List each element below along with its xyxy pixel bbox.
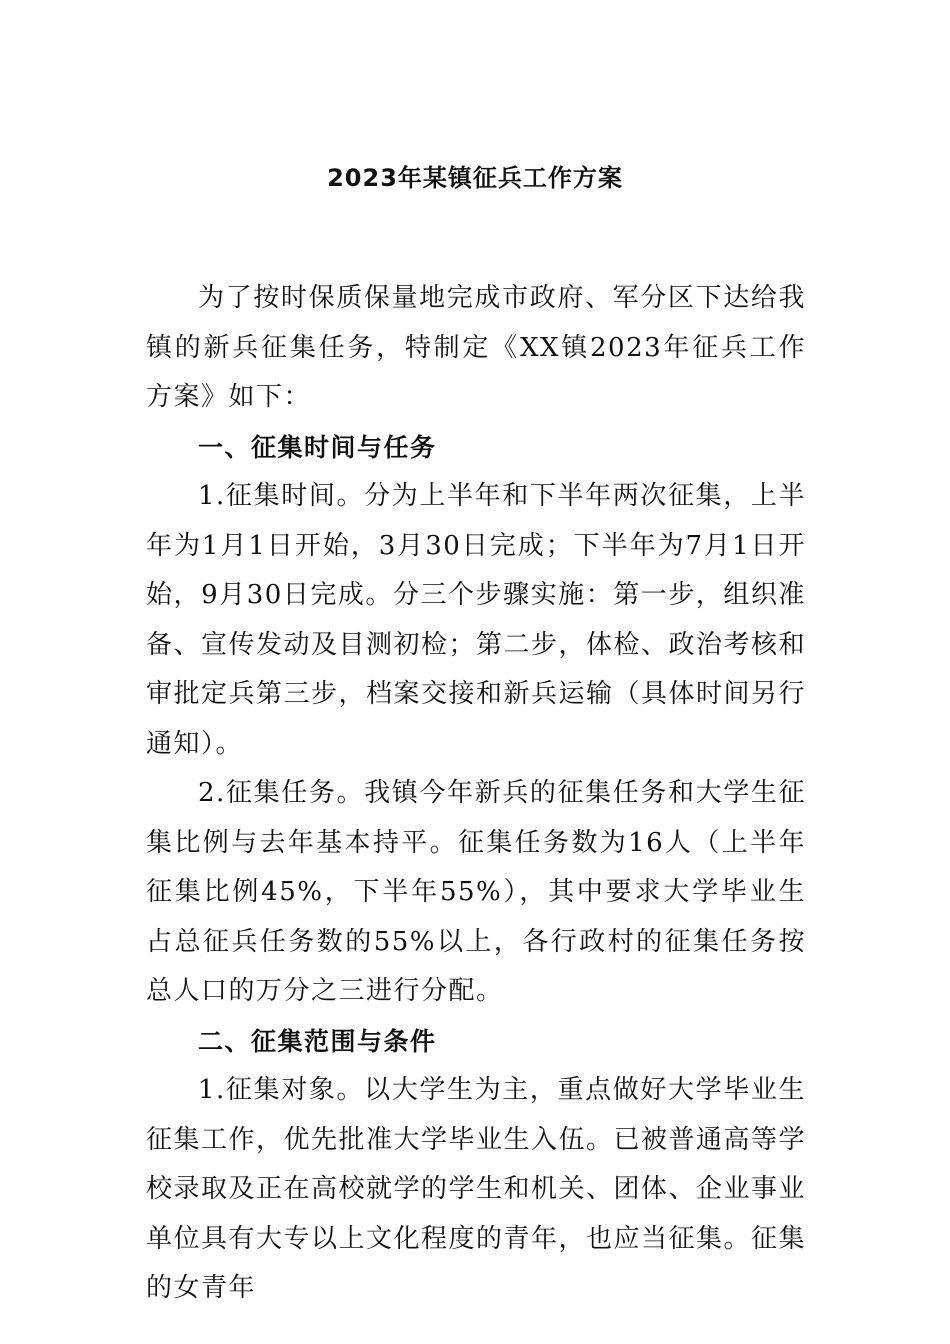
section-heading-2: 二、征集范围与条件 (198, 1026, 437, 1056)
intro-paragraph: 为了按时保质保量地完成市政府、军分区下达给我镇的新兵征集任务，特制定《XX镇2023年征兵工作方案》如下： (146, 283, 806, 412)
paragraph-recruit-time: 1.征集时间。分为上半年和下半年两次征集，上半年为1月1日开始，3月30日完成；下半年为7月1日开始，9月30日完成。分三个步骤实施：第一步，组织准备、宣传发动及目测初检；第二步，体检、政治考核和审批定兵第三步，档案交接和新兵运输（具体时间另行通知）。 (146, 481, 807, 759)
paragraph-recruit-target: 1.征集对象。以大学生为主，重点做好大学毕业生征集工作，优先批准大学毕业生入伍。已被普通高等学校录取及正在高校就学的学生和机关、团体、企业事业单位具有大专以上文化程度的青年，也应当征集。征集的女青年 (146, 1075, 807, 1303)
section-heading-1: 一、征集时间与任务 (198, 432, 437, 462)
paragraph-recruit-task: 2.征集任务。我镇今年新兵的征集任务和大学生征集比例与去年基本持平。征集任务数为16人（上半年征集比例45%，下半年55%），其中要求大学毕业生占总征兵任务数的55%以上，各行政村的征集任务按总人口的万分之三进行分配。 (146, 778, 806, 1006)
document-title: 2023年某镇征兵工作方案 (327, 164, 623, 192)
document-body (146, 274, 806, 1314)
